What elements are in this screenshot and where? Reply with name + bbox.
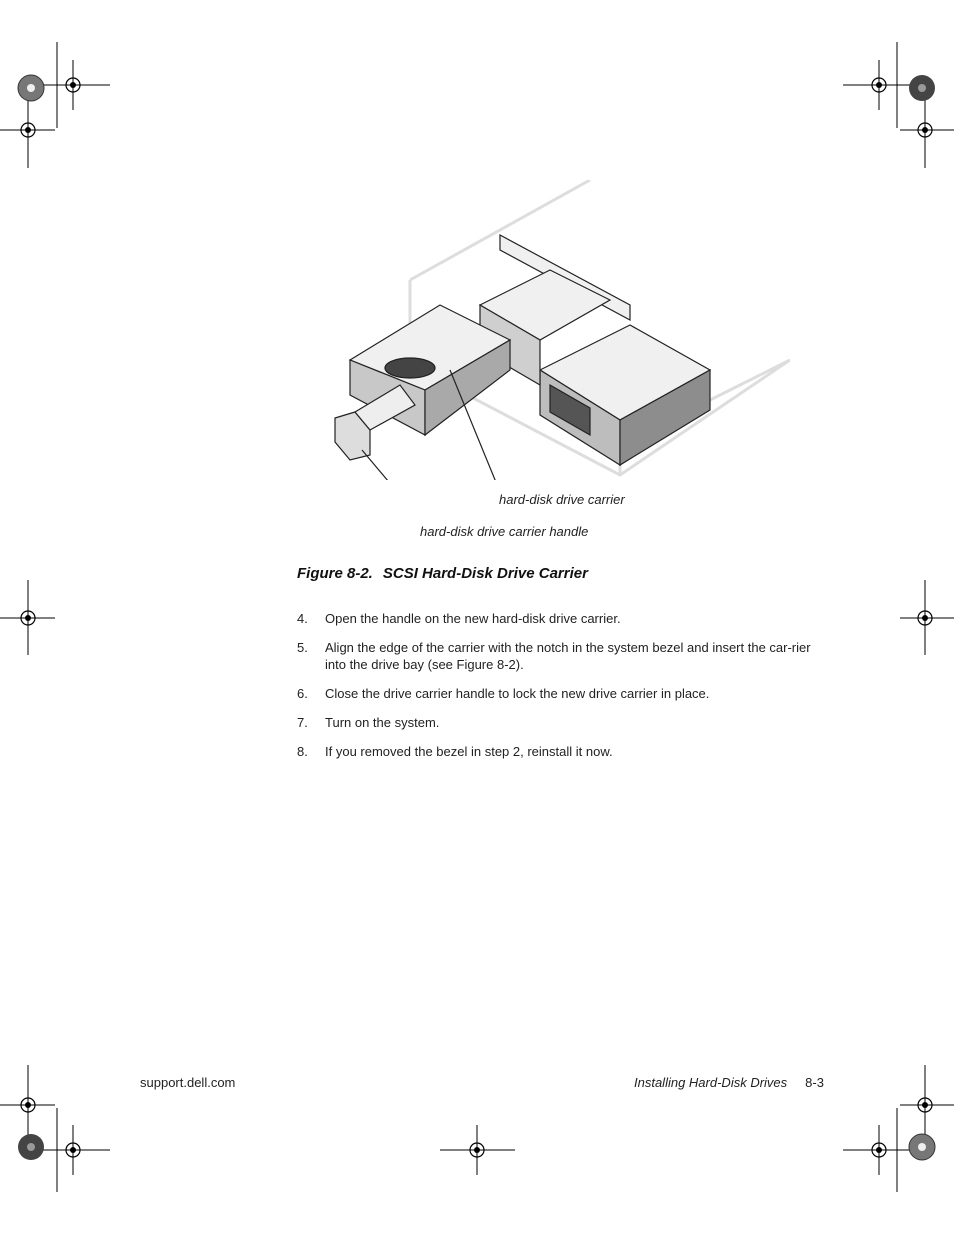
step-number: 8. bbox=[297, 744, 308, 759]
figure-caption bbox=[297, 565, 588, 582]
figure-caption-label: Figure 8-2. bbox=[297, 565, 373, 582]
step-text: Close the drive carrier handle to lock the new drive carrier in place. bbox=[325, 686, 710, 701]
step-number: 6. bbox=[297, 686, 308, 701]
step-text: Align the edge of the carrier with the notch in the system bezel and insert the car-rier into the drive bay (see Figure 8-2). bbox=[325, 640, 811, 672]
page-number: 8-3 bbox=[805, 1075, 824, 1090]
footer-running-head bbox=[634, 1075, 824, 1090]
callout-handle: hard-disk drive carrier handle bbox=[420, 524, 589, 539]
footer-url: support.dell.com bbox=[140, 1075, 236, 1090]
footer-section: Installing Hard-Disk Drives bbox=[634, 1075, 788, 1090]
callout-carrier: hard-disk drive carrier bbox=[499, 492, 625, 507]
figure-caption-title: SCSI Hard-Disk Drive Carrier bbox=[382, 565, 588, 582]
step-text: If you removed the bezel in step 2, reinstall it now. bbox=[325, 744, 613, 759]
drive-carrier-illustration bbox=[330, 180, 790, 480]
list-item bbox=[297, 743, 832, 760]
step-number: 7. bbox=[297, 715, 308, 730]
steps-list bbox=[297, 610, 832, 772]
step-text: Open the handle on the new hard-disk drive carrier. bbox=[325, 611, 621, 626]
list-item bbox=[297, 714, 832, 731]
list-item bbox=[297, 639, 832, 673]
step-number: 5. bbox=[297, 640, 308, 655]
list-item bbox=[297, 610, 832, 627]
step-text: Turn on the system. bbox=[325, 715, 440, 730]
step-number: 4. bbox=[297, 611, 308, 626]
list-item bbox=[297, 685, 832, 702]
